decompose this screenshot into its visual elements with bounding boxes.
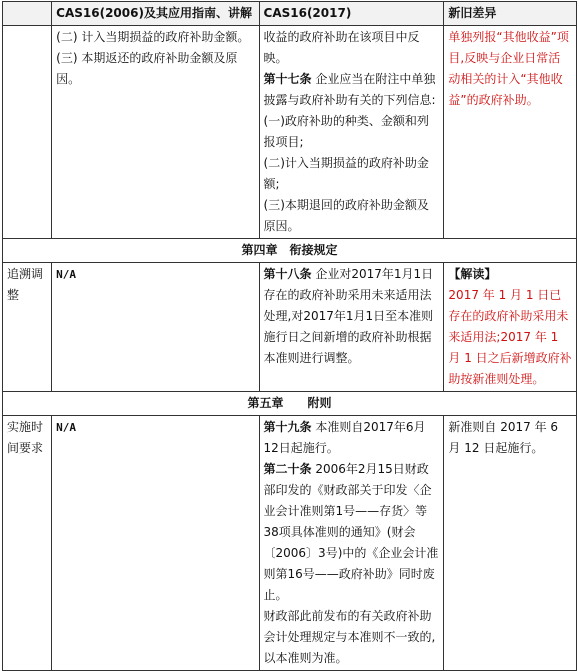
article-18-text: 企业对2017年1月1日存在的政府补助采用未来适用法处理,对2017年1月1日至本准则施行日之间新增的政府补助根据本准则进行调整。 [263, 267, 434, 365]
table-row [3, 263, 577, 392]
article-17-title: 第十七条 [263, 72, 312, 86]
article-20 [264, 459, 440, 606]
new-item-3: (三)本期退回的政府补助金额及原因。 [263, 198, 429, 233]
old-item-3: (三) 本期返还的政府补助金额及原因。 [56, 51, 238, 86]
new-item-2: (二)计入当期损益的政府补助金额; [263, 156, 429, 191]
new-item-1: (一)政府补助的种类、金额和列报项目; [263, 114, 429, 149]
new-standard-cell [259, 416, 444, 671]
article-17-text: 企业应当在附注中单独披露与政府补助有关的下列信息: [263, 72, 436, 107]
article-20-title: 第二十条 [263, 462, 312, 476]
article-17 [264, 69, 440, 111]
old-standard-cell: N/A [52, 416, 259, 671]
header-old-standard: CAS16(2006)及其应用指南、讲解 [52, 2, 259, 26]
table-row [3, 26, 577, 239]
new-standard-cell [259, 26, 444, 239]
chapter-row [3, 392, 577, 416]
table-header-row [3, 2, 577, 26]
comparison-table [2, 1, 577, 671]
header-new-standard: CAS16(2017) [259, 2, 444, 26]
chapter-5-title: 第五章 附则 [3, 392, 577, 416]
chapter-row [3, 239, 577, 263]
difference-cell: 新准则自 2017 年 6 月 12 日起施行。 [444, 416, 577, 671]
row-label-empty [3, 26, 52, 239]
chapter-4-title: 第四章 衔接规定 [3, 239, 577, 263]
article-19-text: 本准则自2017年6月12日起施行。 [263, 420, 426, 455]
difference-cell [444, 263, 577, 392]
old-item-2: (二) 计入当期损益的政府补助金额。 [56, 30, 250, 44]
new-standard-cell [259, 263, 444, 392]
article-20-text: 2006年2月15日财政部印发的《财政部关于印发〈企业会计准则第1号——存货〉等38项具体准则的通知》(财会〔2006〕3号)中的《企业会计准则第16号——政府补助》同时废止。 [263, 462, 439, 602]
row-label-retroactive: 追溯调整 [3, 263, 52, 392]
interpretation-title: 【解读】 [448, 267, 497, 281]
row-label-effective-date: 实施时间要求 [3, 416, 52, 671]
article-19-title: 第十九条 [263, 420, 312, 434]
table-row [3, 416, 577, 671]
interpretation-text: 2017 年 1 月 1 日已存在的政府补助采用未来适用法;2017 年 1 月 1 日之后新增政府补助按新准则处理。 [448, 288, 572, 386]
old-standard-cell [52, 26, 259, 239]
article-19 [264, 417, 440, 459]
old-standard-cell: N/A [52, 263, 259, 392]
new-intro-text: 收益的政府补助在该项目中反映。 [263, 30, 420, 65]
article-18-title: 第十八条 [263, 267, 312, 281]
prior-rules-text: 财政部此前发布的有关政府补助会计处理规定与本准则不一致的,以本准则为准。 [263, 609, 436, 665]
header-blank [3, 2, 52, 26]
header-differences: 新旧差异 [444, 2, 577, 26]
difference-cell: 单独列报“其他收益”项目,反映与企业日常活动相关的计入“其他收益”的政府补助。 [444, 26, 577, 239]
